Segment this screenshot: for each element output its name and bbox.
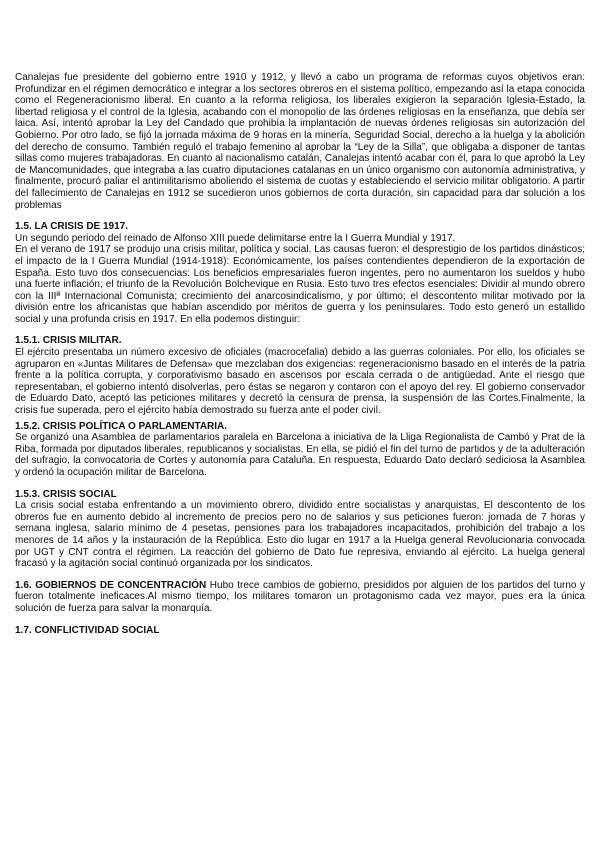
heading-1-5-3: 1.5.3. CRISIS SOCIAL xyxy=(15,488,117,500)
document-page xyxy=(15,72,585,636)
paragraph-gobiernos-text: Hubo trece cambios de gobierno, presididos por alguien de los partidos del turno y fueron totalmente ineficaces.Al mismo tiempo, los militares tomaron un protagonismo cada vez mayor, pues era la única solución de fuerza para salvar la monarquía. xyxy=(15,579,586,614)
paragraph-segundo-periodo: Un segundo periodo del reinado de Alfonso XIII puede delimitarse entre la I Guerra Mundial y 1917. xyxy=(15,232,456,244)
heading-1-5-2: 1.5.2. CRISIS POLÍTICA O PARLAMENTARIA. xyxy=(15,420,228,432)
paragraph-canalejas: Canalejas fue presidente del gobierno entre 1910 y 1912, y llevó a cabo un programa de reformas cuyos objetivos eran: Profundizar en el régimen democrático e integrar a los sectores obreros en el sistema político, empezando así la etapa conocida como el Regeneracionismo liberal. En cuanto a la reforma religiosa, los liberales exigieron la separación Iglesia-Estado, la libertad religiosa y el control de la Iglesia, acabando con el monopolio de las órdenes religiosas en la enseñanza, que debía ser laica. Así, intentó aprobar la Ley del Candado que prohibía la implantación de nuevas órdenes religiosas sin autorización del Gobierno. Por otro lado, se fijó la jornada máxima de 9 horas en la minería, Seguridad Social, derecho a la huelga y la abolición del derecho de consumo. También reguló el trabajo femenino al aprobar la “Ley de la Silla”, que obligaba a disponer de tantas sillas como mujeres trabajadoras. En cuanto al nacionalismo catalán, Canalejas intentó acabar con él, para lo que aprobó la Ley de Mancomunidades, que integraba a las cuatro diputaciones catalanas en un único organismo con autonomía administrativa, y finalmente, procuró paliar el antimilitarismo aboliendo el sistema de cuotas y estableciendo el servicio militar obligatorio. A partir del fallecimiento de Canalejas en 1912 se sucedieron unos gobiernos de corta duración, sin capacidad para dar solución a los problemas xyxy=(15,72,585,211)
paragraph-crisis-militar: El ejército presentaba un número excesivo de oficiales (macrocefalia) debido a las guerras coloniales. Por ello, los oficiales se agruparon en «Juntas Militares de Defensa» que mezclaban dos exigencias: regeneracionismo basado en el interés de la patria frente a la política corrupta, y corporativismo basado en ascensos por escala cerrada o de antigüedad. Ante el riesgo que representaban, el gobierno intentó disolverlas, pero éstas se negaron y contaron con el apoyo del rey. El gobierno conservador de Eduardo Dato, aceptó las peticiones militares y decretó la censura de prensa, la suspensión de las Cortes.Finalmente, la crisis fue superada, pero el ejército había demostrado su fuerza ante el poder civil. xyxy=(15,347,585,417)
heading-1-7: 1.7. CONFLICTIVIDAD SOCIAL xyxy=(15,624,160,636)
paragraph-crisis-politica: Se organizó una Asamblea de parlamentarios paralela en Barcelona a iniciativa de la Lliga Regionalista de Cambó y Prat de la Riba, formada por diputados liberales, republicanos y socialistas. En ella, se pidió el fin del turno de partidos y de la adulteración del sufragio, la convocatoria de Cortes y autonomía para Cataluña. En respuesta, Eduardo Dato declaró sediciosa la Asamblea y ordenó la ocupación militar de Barcelona. xyxy=(15,432,585,478)
heading-1-5: 1.5. LA CRISIS DE 1917. xyxy=(15,221,129,233)
heading-1-5-1: 1.5.1. CRISIS MILITAR. xyxy=(15,335,122,347)
paragraph-gobiernos-concentracion xyxy=(15,580,585,615)
paragraph-verano-1917: En el verano de 1917 se produjo una crisis militar, política y social. Las causas fueron: el desprestigio de los partidos dinásticos; el impacto de la I Guerra Mundial (1914-1918): Económicamente, los países contendientes dependieron de la exportación de España. Esto tuvo dos consecuencias: Los beneficios empresariales fueron ingentes, pero no aumentaron los sueldos y hubo una fuerte inflación; el triunfo de la Revolución Bolchevique en Rusia. Esto tuvo tres efectos esenciales: Dividir al mundo obrero con la IIIª Internacional Comunista; crecimiento del anarcosindicalismo, y por último; el descontento militar motivado por la división entre los africanistas que habían ascendido por méritos de guerra y los peninsulares. Todo esto generó un estallido social y una profunda crisis en 1917. En ella podemos distinguir: xyxy=(15,244,585,325)
heading-1-6: 1.6. GOBIERNOS DE CONCENTRACIÓN xyxy=(15,579,207,591)
paragraph-crisis-social: La crisis social estaba enfrentando a un movimiento obrero, dividido entre socialistas y anarquistas, El descontento de los obreros fue en aumento debido al incremento de precios pero no de salarios y sus peticiones fueron: jornada de 7 horas y semana inglesa, salario mínimo de 4 pesetas, pensiones para los trabajadores incapacitados, prohibición del trabajo a los menores de 14 años y la instauración de la República. Esto dio lugar en 1917 a la Huelga general Revolucionaria convocada por UGT y CNT contra el régimen. La reacción del gobierno de Dato fue represiva, enviando al ejército. La huelga general fracasó y la agitación social continuó organizada por los sindicatos. xyxy=(15,500,585,570)
